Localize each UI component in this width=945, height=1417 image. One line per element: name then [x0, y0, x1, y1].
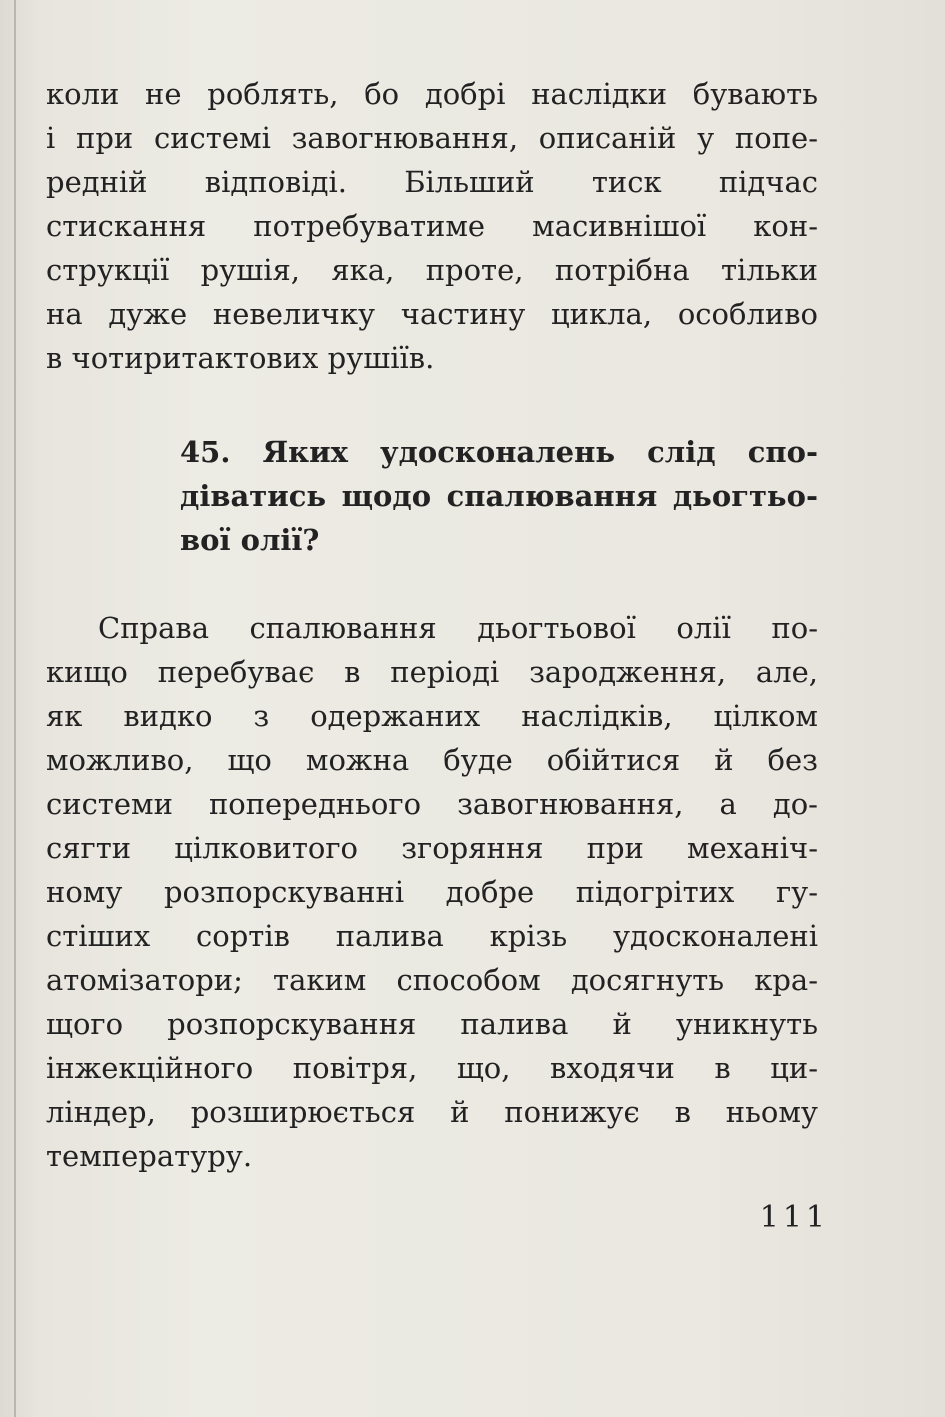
text-line: в чотиритактових рушіїв. — [46, 341, 435, 375]
text-line: коли не роблять, бо добрі наслідки бувають — [46, 77, 818, 111]
heading-line: діватись щодо спалювання дьогтьо- — [180, 479, 818, 513]
question-heading — [180, 430, 818, 562]
text-line: на дуже невеличку частину цикла, особливо — [46, 297, 818, 331]
continued-paragraph — [46, 72, 818, 380]
text-line: кищо перебуває в періоді зародження, але, — [46, 655, 818, 689]
heading-line: 45. Яких удосконалень слід спо- — [180, 435, 818, 469]
text-line: атомізатори; таким способом досягнуть кра- — [46, 963, 818, 997]
text-line: стискання потребуватиме масивнішої кон- — [46, 209, 818, 243]
text-line: інжекційного повітря, що, входячи в ци- — [46, 1051, 818, 1085]
text-line: ному розпорскуванні добре підогрітих гу- — [46, 875, 818, 909]
text-line: щого розпорскування палива й уникнуть — [46, 1007, 818, 1041]
page-gutter-shadow — [14, 0, 16, 1417]
text-line: як видко з одержаних наслідків, цілком — [46, 699, 818, 733]
text-line: температуру. — [46, 1139, 253, 1173]
text-line: Справа спалювання дьогтьової олії по- — [98, 611, 818, 645]
text-line: системи попереднього завогнювання, а до- — [46, 787, 818, 821]
answer-paragraph — [46, 606, 818, 1178]
text-line: редній відповіді. Більший тиск підчас — [46, 165, 818, 199]
text-line: і при системі завогнювання, описаній у попе- — [46, 121, 818, 155]
heading-line: вої олії? — [180, 523, 320, 557]
text-line: струкції рушія, яка, проте, потрібна тільки — [46, 253, 818, 287]
text-line: стіших сортів палива крізь удосконалені — [46, 919, 818, 953]
text-line: ліндер, розширюється й понижує в ньому — [46, 1095, 818, 1129]
text-line: можливо, що можна буде обійтися й без — [46, 743, 818, 777]
page-number: 111 — [759, 1200, 829, 1235]
text-line: сягти цілковитого згоряння при механіч- — [46, 831, 818, 865]
